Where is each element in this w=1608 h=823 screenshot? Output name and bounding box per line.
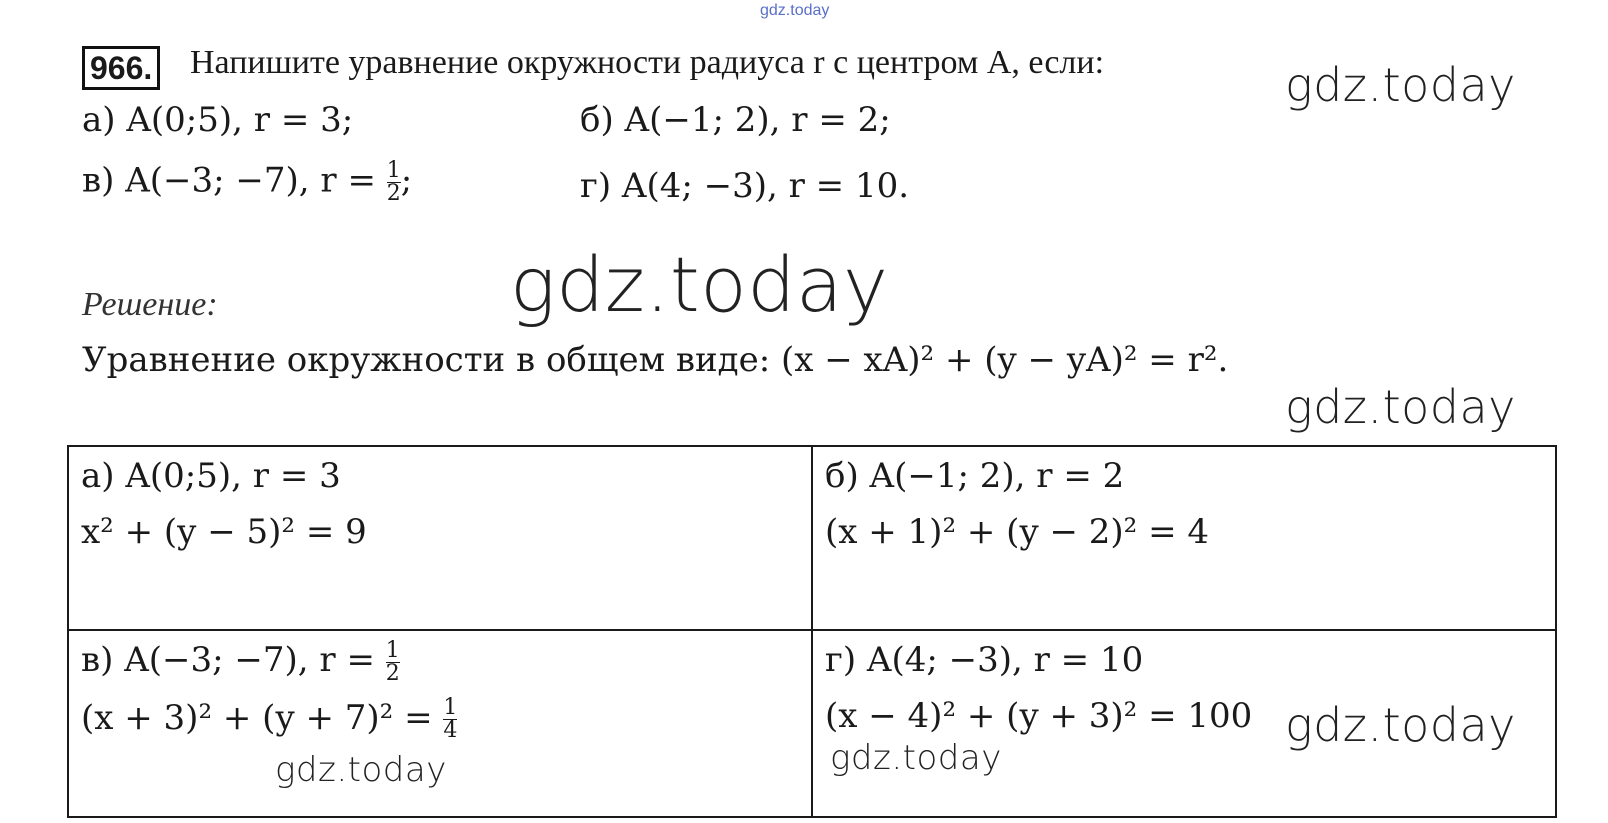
option-v-prefix: в) A(−3; −7), r = (82, 160, 376, 201)
cell-g-equation: (x − 4)² + (y + 3)² = 100 (825, 696, 1253, 737)
solution-label: Решение: (82, 286, 218, 323)
option-v (82, 160, 412, 205)
option-v-den: 2 (386, 181, 401, 206)
watermark-right-1: gdz.today (1285, 58, 1516, 112)
option-v-num: 1 (386, 158, 401, 183)
watermark-center: gdz.today (510, 240, 889, 329)
table-row (68, 446, 1556, 630)
cell-v-equation-fraction (443, 697, 457, 742)
option-b: б) A(−1; 2), r = 2; (580, 100, 891, 140)
cell-v-cond-num: 1 (385, 637, 400, 663)
cell-v-eq-den: 4 (443, 718, 458, 744)
option-a: а) A(0;5), r = 3; (82, 100, 354, 140)
watermark-right-3: gdz.today (1285, 698, 1516, 752)
general-equation: Уравнение окружности в общем виде: (x − xA)² + (y − yA)² = r². (82, 340, 1229, 380)
task-text: Напишите уравнение окружности радиуса r с центром A, если: (190, 44, 1105, 81)
cell-v-eq-num: 1 (443, 695, 458, 721)
cell-a-equation: x² + (y − 5)² = 9 (81, 512, 367, 552)
cell-v-equation-prefix: (x + 3)² + (y + 7)² = (81, 697, 433, 738)
cell-b-equation: (x + 1)² + (y − 2)² = 4 (825, 512, 1210, 552)
watermark-right-2: gdz.today (1285, 380, 1516, 434)
option-v-fraction (387, 160, 401, 205)
cell-v-cond-den: 2 (385, 660, 400, 686)
option-v-suffix: ; (400, 160, 413, 201)
cell-a-condition: а) A(0;5), r = 3 (81, 456, 341, 496)
watermark-small-2: gdz.today (830, 738, 1002, 778)
cell-v-condition (81, 637, 799, 685)
cell-a (68, 446, 812, 630)
top-watermark: gdz.today (760, 2, 830, 19)
cell-b (812, 446, 1556, 630)
watermark-small-1: gdz.today (275, 750, 447, 790)
cell-v-condition-prefix: в) A(−3; −7), r = (81, 640, 375, 681)
cell-b-condition: б) A(−1; 2), r = 2 (825, 456, 1125, 496)
option-g: г) A(4; −3), r = 10. (580, 166, 910, 206)
cell-v-equation (81, 691, 799, 745)
cell-v-condition-fraction (385, 637, 400, 686)
cell-g-condition: г) A(4; −3), r = 10 (825, 640, 1144, 681)
task-number: 966. (82, 46, 160, 90)
